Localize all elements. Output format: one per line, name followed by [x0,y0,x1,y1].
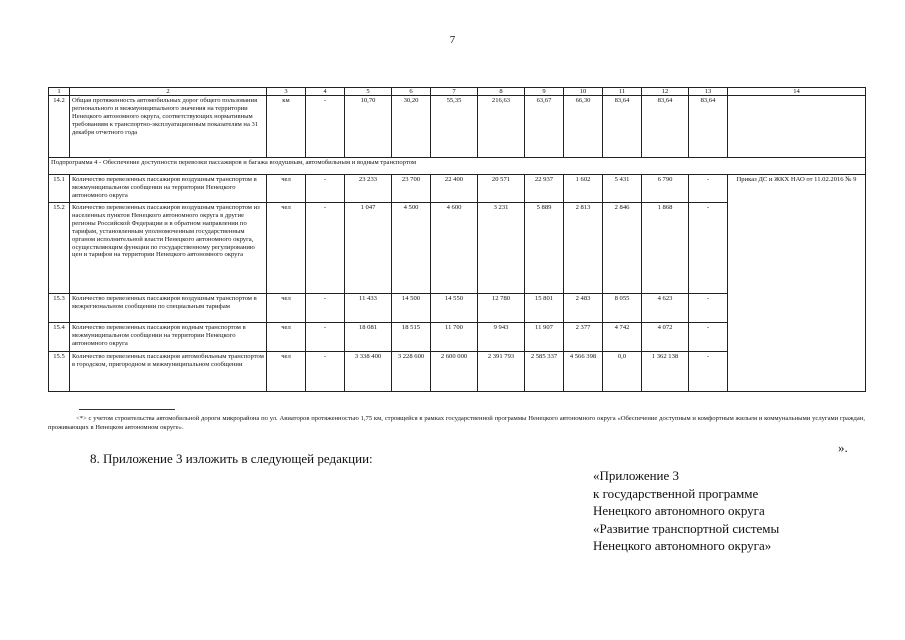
table-cell: 2 813 [564,203,603,294]
row-number: 15.1 [49,175,70,203]
table-cell: 20 571 [478,175,525,203]
table-row [49,96,866,158]
table-cell: 1 047 [345,203,392,294]
subprogram-row [49,158,866,175]
column-header: 11 [603,88,642,96]
table-cell: - [306,175,345,203]
table-cell: 30,20 [392,96,431,158]
appendix-header-line: к государственной программе [593,485,759,501]
table-cell: 15 801 [525,294,564,323]
column-header: 5 [345,88,392,96]
column-header: 4 [306,88,345,96]
table-cell: 11 700 [431,323,478,352]
table-cell: - [306,323,345,352]
indicator-name: Количество перевезенных пассажиров водным транспортом в межмуниципальном сообщении на территории Ненецкого автономного округа [70,323,267,352]
table-cell: 4 500 [392,203,431,294]
table-cell: 83,64 [642,96,689,158]
table-cell: 63,67 [525,96,564,158]
appendix-header-line: «Приложение 3 [593,468,680,483]
table-cell: - [689,294,728,323]
closing-quote: ». [838,440,848,455]
table-cell: - [689,203,728,294]
column-header: 1 [49,88,70,96]
indicator-name: Количество перевезенных пассажиров воздушным транспортом из населенных пунктов Ненецкого автономного округа в другие регионы Российской Федерации и в обратном направлении по тарифам, установленным уполномоченным государственным органом исполнительной власти Ненецкого автономного округа, осуществляющим функции по государственному регулированию цен и тарифов на территории Ненецкого автономного округа [70,203,267,294]
footnote: <*> с учетом строительства автомобильной дороги микрорайона по ул. Авиаторов протяженностью 1,75 км, строящейся в рамках государственной программы Ненецкого автономного округа «Обеспечение доступным и комфортным жильем и коммунальными услугами граждан, проживающих в Ненецком автономном округе». [48,415,865,431]
table-cell: 216,63 [478,96,525,158]
table-cell: 22 937 [525,175,564,203]
table-cell: 4 072 [642,323,689,352]
table-cell: 23 233 [345,175,392,203]
table-cell: 3 231 [478,203,525,294]
row-number: 14.2 [49,96,70,158]
column-header: 6 [392,88,431,96]
column-header: 14 [728,88,866,96]
footnote-separator [79,409,175,410]
table-cell: 2 600 000 [431,352,478,392]
table-cell [728,96,866,158]
indicator-name: Количество перевезенных пассажиров воздушным транспортом в межрегиональном сообщении по специальным тарифам [70,294,267,323]
column-header: 13 [689,88,728,96]
column-header: 10 [564,88,603,96]
table-cell: - [306,96,345,158]
unit-cell: км [267,96,306,158]
table-row [49,175,866,203]
table-cell: 83,64 [689,96,728,158]
table-cell: - [689,175,728,203]
table-cell: 18 081 [345,323,392,352]
table-cell: 11 907 [525,323,564,352]
table-cell: 12 780 [478,294,525,323]
table-cell: 4 623 [642,294,689,323]
table-cell: 11 433 [345,294,392,323]
table-cell: - [306,352,345,392]
table-cell: 0,0 [603,352,642,392]
table-cell: 6 790 [642,175,689,203]
table-header-row [49,88,866,96]
column-header: 8 [478,88,525,96]
unit-cell: чел [267,352,306,392]
table-cell: 14 500 [392,294,431,323]
table-cell: 2 391 793 [478,352,525,392]
legal-basis-note: Приказ ДС и ЖКХ НАО от 11.02.2016 № 9 [728,175,866,392]
table-cell: 1 362 138 [642,352,689,392]
table-cell: - [689,323,728,352]
table-cell: 4 742 [603,323,642,352]
table-cell: 3 228 600 [392,352,431,392]
appendix-header-line: «Развитие транспортной системы [593,520,780,536]
column-header: 3 [267,88,306,96]
row-number: 15.5 [49,352,70,392]
table-cell: 10,70 [345,96,392,158]
column-header: 2 [70,88,267,96]
table-cell: 22 400 [431,175,478,203]
table-cell: 5 889 [525,203,564,294]
table-cell: - [306,294,345,323]
table-cell: 2 846 [603,203,642,294]
table-cell: - [689,352,728,392]
appendix-header [593,467,779,555]
indicator-name: Количество перевезенных пассажиров воздушным транспортом в межмуниципальном сообщении на территории Ненецкого автономного округа [70,175,267,203]
amendment-instruction: 8. Приложение 3 изложить в следующей редакции: [90,451,373,466]
column-header: 7 [431,88,478,96]
appendix-header-line: Ненецкого автономного округа» [593,538,772,554]
table-cell: 66,30 [564,96,603,158]
table-cell: 18 515 [392,323,431,352]
table-cell: 5 431 [603,175,642,203]
unit-cell: чел [267,294,306,323]
unit-cell: чел [267,323,306,352]
unit-cell: чел [267,175,306,203]
indicator-name: Общая протяженность автомобильных дорог общего пользования регионального и межмуниципального значения на территории Ненецкого автономного округа, соответствующих нормативным требованиям к транспортно-эксплуатационным показателям на 31 декабря отчетного года [70,96,267,158]
unit-cell: чел [267,203,306,294]
column-header: 12 [642,88,689,96]
table-cell: 23 700 [392,175,431,203]
table-cell: 2 483 [564,294,603,323]
subprogram-title: Подпрограмма 4 - Обеспечение доступности перевозки пассажиров и багажа воздушным, автомобильным и водным транспортом [49,158,866,175]
table-cell: 4 566 398 [564,352,603,392]
table-cell: 14 550 [431,294,478,323]
table-cell: 83,64 [603,96,642,158]
indicator-name: Количество перевезенных пассажиров автомобильным транспортом в городском, пригородном и межмуниципальном сообщении [70,352,267,392]
page-number: 7 [449,34,456,46]
table-cell: 1 868 [642,203,689,294]
appendix-header-line: Ненецкого автономного округа [593,503,765,519]
table-cell: 3 338 400 [345,352,392,392]
table-cell: - [306,203,345,294]
table-cell: 4 600 [431,203,478,294]
row-number: 15.4 [49,323,70,352]
table-cell: 8 055 [603,294,642,323]
table-cell: 9 943 [478,323,525,352]
table-cell: 1 602 [564,175,603,203]
table-cell: 2 377 [564,323,603,352]
table-cell: 55,35 [431,96,478,158]
row-number: 15.2 [49,203,70,294]
row-number: 15.3 [49,294,70,323]
indicators-table [48,87,866,392]
table-cell: 2 585 337 [525,352,564,392]
column-header: 9 [525,88,564,96]
